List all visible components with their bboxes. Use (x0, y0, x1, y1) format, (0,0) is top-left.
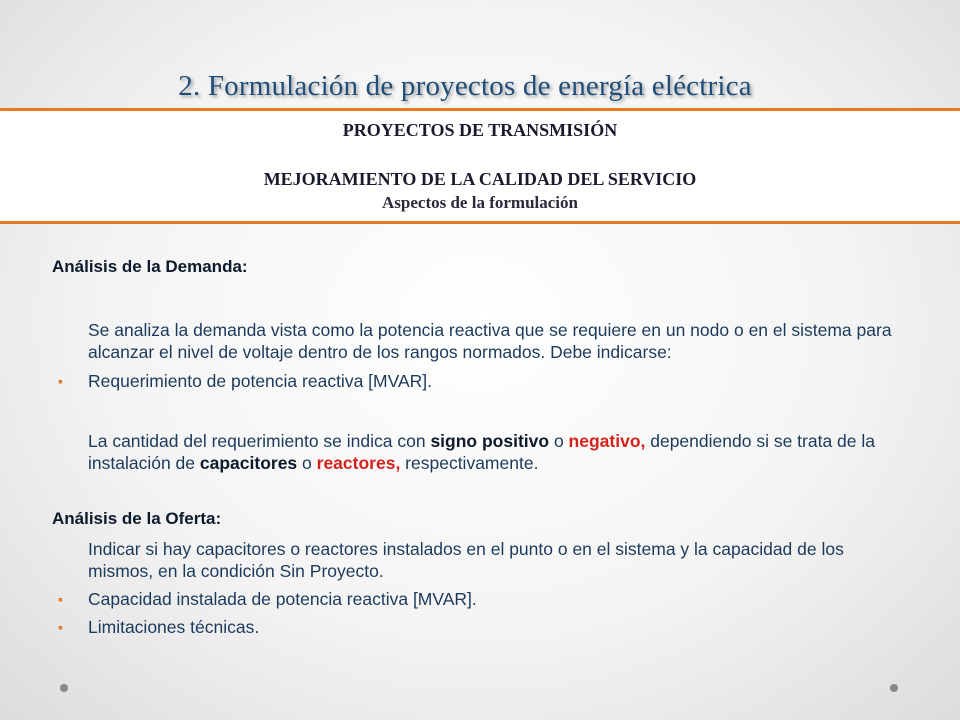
signo-text-b: dependiendo si se trata de la instalación de (88, 431, 875, 473)
signo-positivo-text: signo positivo (430, 431, 550, 451)
banner-line-mejoramiento: MEJORAMIENTO DE LA CALIDAD DEL SERVICIO (263, 169, 697, 189)
bullet-capacidad (52, 588, 912, 610)
signo-text-c: respectivamente. (400, 453, 539, 473)
banner-line-aspectos: Aspectos de la formulación (382, 193, 578, 212)
bullet-requerimiento (52, 370, 912, 392)
capacitores-text: capacitores (199, 453, 298, 473)
bullet-icon: ▪ (58, 591, 63, 607)
signo-text-o1: o (549, 431, 569, 451)
slide-title: 2. Formulación de proyectos de energía eléctrica (178, 70, 752, 102)
demanda-heading: Análisis de la Demanda: (52, 257, 248, 276)
signo-negativo-text: negativo, (568, 431, 646, 451)
slide-body (52, 256, 912, 638)
banner-line-transmision: PROYECTOS DE TRANSMISIÓN (342, 120, 618, 140)
left-decor-dot (60, 684, 68, 692)
bullet-capacidad-text: Capacidad instalada de potencia reactiva [MVAR]. (88, 589, 477, 609)
bullet-requerimiento-text: Requerimiento de potencia reactiva [MVAR]. (88, 371, 433, 391)
signo-text-a: La cantidad del requerimiento se indica con (88, 431, 431, 451)
demanda-paragraph (52, 319, 912, 363)
reactores-text: reactores, (316, 453, 401, 473)
oferta-heading: Análisis de la Oferta: (52, 509, 222, 528)
oferta-paragraph-text: Indicar si hay capacitores o reactores instalados en el punto o en el sistema y la capacidad de los mismos, en la condición Sin Proyecto. (88, 539, 844, 581)
signo-paragraph (52, 430, 912, 474)
section-banner (0, 108, 960, 224)
right-decor-dot (890, 684, 898, 692)
bullet-limitaciones (52, 616, 912, 638)
bullet-icon: ▪ (58, 619, 63, 635)
bullet-limitaciones-text: Limitaciones técnicas. (88, 617, 260, 637)
signo-text-o2: o (297, 453, 317, 473)
demanda-paragraph-text: Se analiza la demanda vista como la potencia reactiva que se requiere en un nodo o en el sistema para alcanzar el nivel de voltaje dentro de los rangos normados. Debe indicarse: (88, 320, 892, 362)
bullet-icon: ▪ (58, 373, 63, 389)
oferta-paragraph (52, 538, 912, 582)
